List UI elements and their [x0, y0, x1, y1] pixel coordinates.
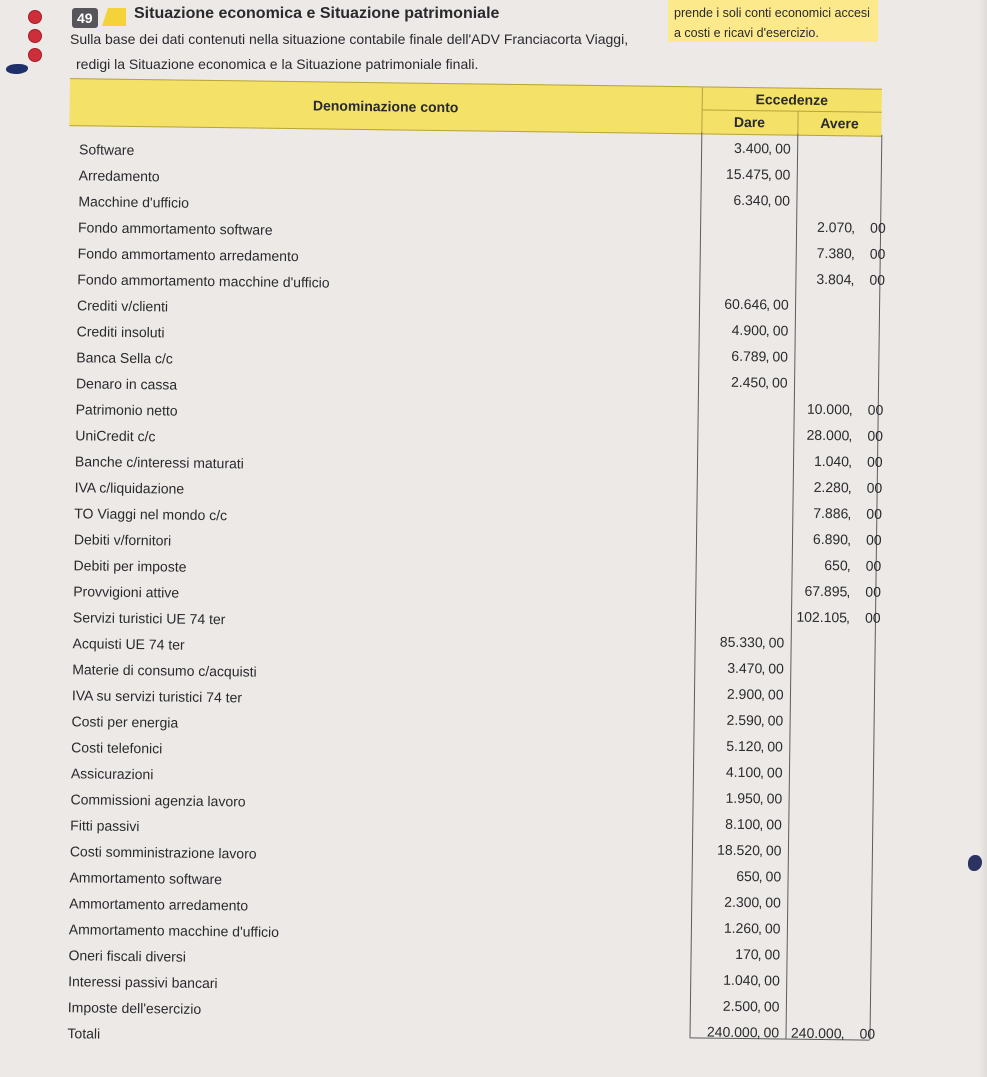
account-name: Oneri fiscali diversi	[68, 947, 187, 965]
dare-decimals: 00	[774, 192, 791, 209]
account-name: Totali	[67, 1025, 101, 1042]
dare-amount	[691, 915, 787, 940]
dare-amount	[699, 317, 795, 342]
exercise-number: 49	[72, 8, 98, 28]
avere-amount	[792, 527, 882, 552]
avere-amount	[791, 579, 882, 604]
margin-note	[668, 0, 878, 42]
avere-integer: 240.000	[790, 1024, 842, 1042]
decimal-separator: ,	[850, 271, 855, 288]
exercise-title: Situazione economica e Situazione patrimoniale	[134, 5, 500, 22]
dare-integer: 60.646	[724, 295, 768, 313]
dare-integer: 2.900	[726, 685, 763, 703]
dare-amount	[692, 811, 788, 836]
dare-amount	[690, 941, 786, 966]
decimal-separator: ,	[768, 140, 773, 157]
dare-amount	[690, 993, 786, 1018]
dare-amount	[690, 967, 786, 992]
dare-integer: 2.300	[724, 893, 760, 911]
decimal-separator: ,	[757, 972, 762, 989]
dare-amount	[701, 135, 797, 160]
account-name: Crediti v/clienti	[76, 297, 169, 315]
avere-decimals: 00	[865, 557, 882, 574]
dare-decimals: 00	[765, 842, 782, 859]
intro-text-line-1: Sulla base dei dati contenuti nella situazione contabile finale dell'ADV Franciacorta Viaggi,	[70, 31, 629, 47]
avere-decimals: 00	[869, 271, 886, 288]
decimal-separator: ,	[846, 583, 851, 600]
dare-integer: 6.789	[731, 347, 767, 365]
dare-decimals: 00	[766, 816, 782, 833]
account-name: Commissioni agenzia lavoro	[70, 791, 246, 810]
exercise-header	[0, 0, 987, 90]
dare-amount	[701, 161, 797, 186]
dare-amount	[689, 1019, 785, 1044]
avere-integer: 28.000	[806, 426, 850, 444]
account-name: Assicurazioni	[70, 765, 154, 783]
account-name: Arredamento	[78, 167, 160, 185]
dare-amount	[700, 187, 796, 212]
decimal-separator: ,	[846, 609, 851, 626]
account-name: Banca Sella c/c	[76, 349, 173, 367]
dare-integer: 3.400	[733, 139, 770, 157]
account-name: Ammortamento macchine d'ufficio	[68, 921, 280, 940]
decimal-separator: ,	[756, 1024, 761, 1041]
avere-integer: 2.280	[813, 478, 849, 496]
decimal-separator: ,	[765, 322, 770, 339]
account-name: Materie di consumo c/acquisti	[72, 661, 257, 680]
avere-decimals: 00	[859, 1025, 876, 1042]
account-name: Provvigioni attive	[73, 583, 180, 601]
decimal-separator: ,	[758, 868, 763, 885]
account-name: Ammortamento arredamento	[69, 895, 249, 914]
avere-integer: 3.804	[816, 270, 852, 288]
avere-amount	[794, 397, 884, 422]
table-header	[69, 78, 882, 137]
decimal-separator: ,	[847, 531, 852, 548]
avere-amount	[791, 605, 881, 630]
avere-integer: 2.070	[816, 218, 853, 236]
dare-integer: 3.470	[727, 659, 763, 677]
decimal-separator: ,	[761, 634, 766, 651]
account-name: TO Viaggi nel mondo c/c	[74, 505, 228, 524]
decimal-separator: ,	[765, 348, 770, 365]
avere-integer: 67.895	[804, 582, 848, 600]
account-name: Crediti insoluti	[76, 323, 165, 341]
account-name: Fondo ammortamento software	[77, 219, 273, 238]
decimal-separator: ,	[761, 660, 766, 677]
decimal-separator: ,	[760, 712, 765, 729]
account-name: Costi per energia	[71, 713, 179, 731]
avere-integer: 10.000	[806, 400, 850, 418]
dare-integer: 85.330	[719, 633, 763, 651]
decimal-separator: ,	[760, 738, 765, 755]
dare-integer: 2.450	[730, 373, 767, 391]
dare-decimals: 00	[765, 894, 781, 911]
red-dot-icon	[28, 10, 42, 24]
avere-decimals: 00	[864, 609, 881, 626]
avere-decimals: 00	[867, 401, 884, 418]
dare-integer: 4.100	[725, 763, 762, 781]
dare-amount	[692, 785, 788, 810]
header-avere: Avere	[820, 114, 859, 132]
dare-amount	[693, 733, 789, 758]
decimal-separator: ,	[759, 764, 765, 781]
dare-integer: 8.100	[725, 815, 761, 833]
decimal-separator: ,	[758, 842, 764, 859]
dare-decimals: 00	[772, 296, 789, 313]
account-name: IVA su servizi turistici 74 ter	[71, 687, 243, 706]
dare-decimals: 00	[764, 920, 781, 937]
avere-integer: 102.105	[796, 608, 848, 626]
dare-integer: 18.520	[717, 841, 761, 859]
decimal-separator: ,	[847, 479, 852, 496]
avere-decimals: 00	[870, 219, 886, 236]
decimal-separator: ,	[846, 557, 851, 574]
avere-integer: 6.890	[812, 530, 849, 548]
red-dot-icon	[28, 29, 42, 43]
dare-integer: 240.000	[706, 1023, 758, 1041]
header-eccedenze: Eccedenze	[702, 87, 882, 112]
avere-amount	[793, 475, 883, 500]
account-name: Patrimonio netto	[75, 401, 178, 419]
dare-decimals: 00	[775, 140, 791, 157]
trial-balance-table	[47, 78, 900, 1069]
decimal-separator: ,	[759, 816, 764, 833]
dare-decimals: 00	[765, 868, 782, 885]
decimal-separator: ,	[848, 401, 853, 418]
avere-integer: 7.380	[816, 244, 852, 262]
dare-integer: 1.040	[723, 971, 759, 989]
account-name: Interessi passivi bancari	[68, 973, 218, 992]
avere-integer: 7.886	[813, 504, 849, 522]
account-name: Costi telefonici	[71, 739, 163, 757]
dare-amount	[698, 369, 794, 394]
dare-decimals: 00	[772, 322, 789, 339]
dare-decimals: 00	[763, 1024, 780, 1041]
decimal-separator: ,	[759, 790, 764, 807]
avere-decimals: 00	[866, 505, 883, 522]
dare-amount	[693, 759, 789, 784]
decimal-separator: ,	[840, 1025, 845, 1042]
decimal-separator: ,	[848, 453, 853, 470]
dare-integer: 15.475	[725, 165, 769, 183]
dare-integer: 5.120	[726, 737, 762, 755]
note-line-1: prende i soli conti economici accesi	[674, 6, 870, 20]
avere-decimals: 00	[867, 427, 884, 444]
avere-amount	[793, 449, 883, 474]
dare-amount	[692, 837, 788, 862]
dare-integer: 170	[735, 945, 759, 963]
dare-decimals: 00	[767, 686, 784, 703]
dare-decimals: 00	[771, 374, 788, 391]
decimal-separator: ,	[757, 946, 762, 963]
account-name: IVA c/liquidazione	[74, 479, 185, 497]
decimal-separator: ,	[760, 686, 766, 703]
dare-amount	[695, 629, 791, 654]
avere-amount	[785, 1021, 876, 1046]
badge-ribbon-icon	[102, 8, 126, 26]
decimal-separator: ,	[765, 374, 770, 391]
dare-amount	[691, 863, 787, 888]
dare-decimals: 00	[766, 764, 783, 781]
account-name: Software	[78, 141, 135, 158]
account-name: Fitti passivi	[70, 817, 140, 835]
account-name: Banche c/interessi maturati	[74, 453, 244, 472]
avere-integer: 650	[824, 557, 848, 574]
dare-integer: 4.900	[731, 321, 767, 339]
dare-integer: 1.950	[725, 789, 761, 807]
avere-amount	[795, 267, 886, 292]
dare-amount	[698, 343, 794, 368]
dare-amount	[699, 291, 795, 316]
account-name: Fondo ammortamento arredamento	[77, 245, 299, 265]
account-name: Debiti per imposte	[73, 557, 187, 575]
dare-amount	[694, 681, 790, 706]
decorative-dots	[28, 10, 42, 67]
decimal-separator: ,	[847, 505, 852, 522]
account-name: Fondo ammortamento macchine d'ufficio	[77, 271, 330, 291]
dare-integer: 650	[736, 867, 760, 885]
decimal-separator: ,	[848, 427, 853, 444]
dare-integer: 2.500	[722, 997, 759, 1015]
account-name: Debiti v/fornitori	[73, 531, 172, 549]
decimal-separator: ,	[767, 192, 772, 209]
red-dot-icon	[28, 48, 42, 62]
header-dare: Dare	[701, 109, 798, 134]
account-name: Denaro in cassa	[75, 375, 178, 393]
avere-amount	[792, 553, 882, 578]
dare-decimals: 00	[763, 998, 780, 1015]
decimal-separator: ,	[850, 245, 855, 262]
account-name: Imposte dell'esercizio	[67, 999, 202, 1017]
avere-amount	[796, 215, 886, 240]
avere-decimals: 00	[866, 453, 883, 470]
dare-decimals: 00	[766, 790, 783, 807]
avere-amount	[793, 423, 884, 448]
avere-integer: 1.040	[813, 452, 850, 470]
header-denominazione: Denominazione conto	[69, 79, 703, 133]
dare-amount	[691, 889, 787, 914]
account-name: Servizi turistici UE 74 ter	[72, 609, 226, 628]
dare-integer: 2.590	[726, 711, 762, 729]
page-edge-shadow	[979, 0, 987, 1077]
account-name: Ammortamento software	[69, 869, 223, 888]
dare-decimals: 00	[774, 166, 791, 183]
decimal-separator: ,	[766, 296, 771, 313]
avere-decimals: 00	[869, 245, 886, 262]
decimal-separator: ,	[851, 219, 856, 236]
dare-integer: 6.340	[733, 191, 769, 209]
dare-integer: 1.260	[723, 919, 760, 937]
avere-amount	[792, 501, 883, 526]
decimal-separator: ,	[767, 166, 772, 183]
dare-decimals: 00	[764, 972, 780, 989]
dare-decimals: 00	[767, 712, 784, 729]
avere-decimals: 00	[865, 583, 882, 600]
dare-decimals: 00	[767, 738, 783, 755]
totals-row	[67, 1020, 876, 1056]
dare-amount	[694, 655, 790, 680]
account-name: UniCredit c/c	[75, 427, 156, 445]
note-line-2: a costi e ricavi d'esercizio.	[674, 26, 819, 40]
intro-text-line-2: redigi la Situazione economica e la Situazione patrimoniale finali.	[76, 56, 479, 72]
dare-decimals: 00	[772, 348, 789, 365]
decimal-separator: ,	[758, 894, 763, 911]
avere-amount	[796, 241, 886, 266]
dare-decimals: 00	[764, 946, 781, 963]
dare-decimals: 00	[768, 634, 785, 651]
account-name: Acquisti UE 74 ter	[72, 635, 185, 653]
ink-splash-icon	[6, 64, 28, 74]
dare-amount	[694, 707, 790, 732]
decimal-separator: ,	[756, 998, 762, 1015]
account-name: Macchine d'ufficio	[78, 193, 190, 211]
dare-decimals: 00	[768, 660, 785, 677]
decimal-separator: ,	[757, 920, 763, 937]
avere-decimals: 00	[866, 479, 883, 496]
account-name: Costi somministrazione lavoro	[69, 843, 257, 862]
avere-decimals: 00	[865, 531, 882, 548]
